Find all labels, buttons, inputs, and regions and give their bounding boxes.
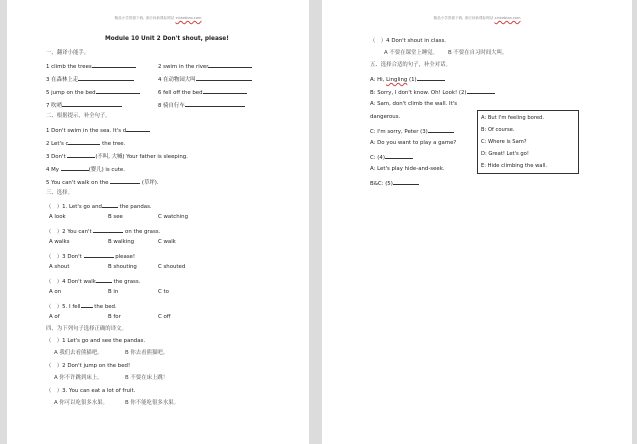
answer-option: C: Where is Sam? <box>481 139 527 145</box>
dialogue-line: A: Do you want to play a game? <box>370 140 457 146</box>
answer-options-box <box>477 110 579 174</box>
worksheet-page-left <box>7 0 309 444</box>
translate-item: 8 骑自行车 <box>158 101 245 110</box>
choice-question: （ ）5. I fell the bed. <box>46 304 117 310</box>
choice-option: B for <box>108 314 121 320</box>
fill-item: 2 Let's c the tree. <box>46 141 126 147</box>
dialogue-line: C: (4) <box>370 153 413 162</box>
worksheet-page-right <box>322 0 632 444</box>
dialogue-line: A: Let's play hide-and-seek. <box>370 166 445 172</box>
translate-item: 7 吹哨 <box>46 101 122 110</box>
choice-question: （ ）1. Let's go and the pandas. <box>46 204 152 210</box>
page-header <box>322 16 632 21</box>
translate-item: 5 jump on the bed <box>46 88 140 97</box>
choice-option: C shouted <box>158 264 186 270</box>
dialogue-line: A: Hi, Lingling (1) <box>370 75 445 84</box>
translation-option: B 不要在自习时间大叫。 <box>448 50 508 56</box>
header-site: xinkebiao.com <box>494 16 521 20</box>
choice-option: A look <box>49 214 66 220</box>
choice-option: B in <box>108 289 119 295</box>
translate-item: 6 fell off the bed <box>158 88 247 97</box>
translate-item: 3 在森林上走 <box>46 75 134 84</box>
dialogue-line: C: I'm sorry, Peter (3) <box>370 127 454 136</box>
translation-option: A 你可以吃很多水果。 <box>54 400 108 406</box>
translation-question: （ ）3. You can eat a lot of fruit. <box>46 388 136 394</box>
choice-option: C to <box>158 289 169 295</box>
dialogue-line: dangerous. <box>370 114 401 120</box>
translation-question: （ ）1 Let's go and see the pandas. <box>46 338 146 344</box>
choice-option: B shouting <box>108 264 137 270</box>
header-text: 精品小学资源下载, 请访问新课标网站 <box>433 16 494 20</box>
answer-option: E: Hide climbing the wall. <box>481 163 548 169</box>
section-2-heading: 二、根据提示，补全句子。 <box>46 113 111 119</box>
fill-item: 5 You can't walk on the (草坪). <box>46 180 159 186</box>
section-5-heading: 五、选择合适的句子，补全对话。 <box>370 62 451 68</box>
answer-option: A: But I'm feeling bored. <box>481 115 544 121</box>
choice-option: C off <box>158 314 171 320</box>
fill-item: 3 Don't (不叫, 大喊) Your father is sleeping. <box>46 154 188 160</box>
translation-option: A 不要在课堂上睡觉。 <box>384 50 438 56</box>
translation-option: A 你不许跳到床上。 <box>54 375 103 381</box>
choice-option: B walking <box>108 239 135 245</box>
header-site: xinkebiao.com <box>175 16 202 20</box>
fill-item: 4 My (婴儿) is cute. <box>46 167 125 173</box>
header-text: 精品小学资源下载, 请访问新课标网站 <box>114 16 175 20</box>
section-1-heading: 一、翻译小能手。 <box>46 50 90 56</box>
translate-item: 4 在动物园大叫 <box>158 75 252 84</box>
choice-question: （ ）2 You can't on the grass. <box>46 229 161 235</box>
answer-option: D: Great! Let's go! <box>481 151 529 157</box>
dialogue-line: A: Sam, don't climb the wall. It's <box>370 101 458 107</box>
choice-option: C walk <box>158 239 176 245</box>
section-4-heading: 四、为下列句子选择正确的译文。 <box>46 326 127 332</box>
choice-question: （ ）4 Don't walk the grass. <box>46 279 141 285</box>
translation-question: （ ）4 Don't shout in class. <box>370 38 446 44</box>
translate-item: 2 swim in the river <box>158 62 252 71</box>
dialogue-line: B&C: (5) <box>370 179 419 188</box>
translation-option: A 我们去看熊猫吧。 <box>54 350 103 356</box>
translation-option: B 你不能吃很多水果。 <box>125 400 179 406</box>
choice-option: A of <box>49 314 60 320</box>
choice-option: A walks <box>49 239 70 245</box>
choice-option: A shout <box>49 264 70 270</box>
dialogue-line: B: Sorry, I don't know. Oh! Look! (2) <box>370 88 495 97</box>
choice-option: B see <box>108 214 123 220</box>
translate-item: 1 climb the trees <box>46 62 136 71</box>
page-header <box>7 16 309 21</box>
choice-question: （ ）3 Don't please! <box>46 254 136 260</box>
section-3-heading: 三、选择。 <box>46 190 73 196</box>
translation-option: B 你去看熊猫吧。 <box>125 350 169 356</box>
fill-item: 1 Don't swim in the sea. It's d <box>46 126 150 135</box>
choice-option: C watching <box>158 214 189 220</box>
translation-question: （ ）2 Don't jump on the bed! <box>46 363 131 369</box>
choice-option: A on <box>49 289 62 295</box>
worksheet-title: Module 10 Unit 2 Don't shout, please! <box>105 36 229 42</box>
answer-option: B: Of course. <box>481 127 515 133</box>
translation-option: B 不要在床上跳！ <box>125 375 169 381</box>
